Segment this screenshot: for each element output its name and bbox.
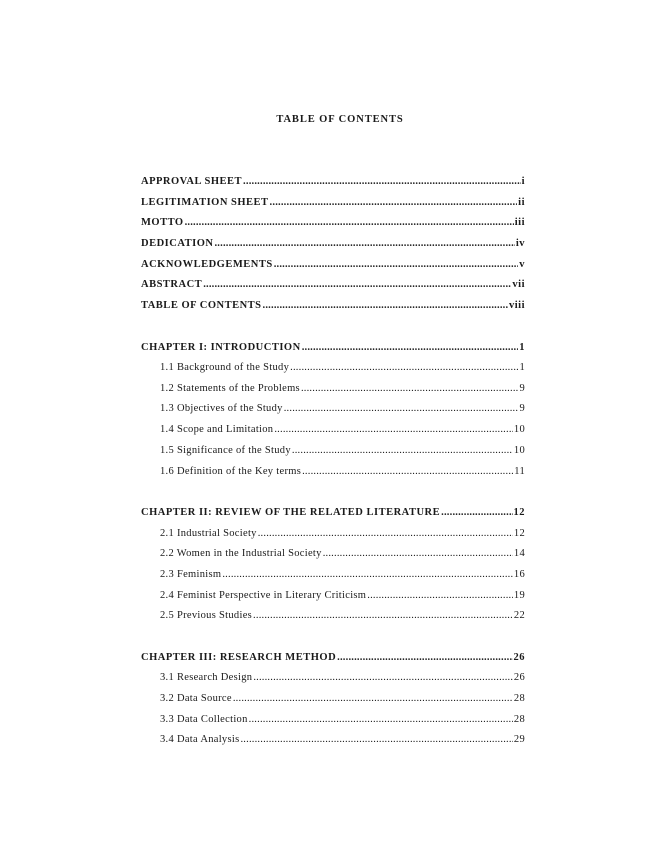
toc-section-label: 3.1 Research Design: [160, 672, 253, 683]
toc-section-label: 1.3 Objectives of the Study: [160, 403, 283, 414]
dot-leader: [301, 383, 518, 394]
toc-chapter-page: 12: [513, 507, 525, 518]
toc-chapter-3[interactable]: [141, 652, 525, 666]
toc-chapter-label: CHAPTER I: INTRODUCTION: [141, 342, 301, 353]
toc-section-1-6[interactable]: [160, 466, 525, 480]
dot-leader: [302, 466, 513, 477]
toc-section-label: 2.2 Women in the Industrial Society: [160, 548, 322, 559]
toc-section-label: 1.2 Statements of the Problems: [160, 383, 300, 394]
toc-section-page: 1: [519, 362, 525, 373]
toc-entry-motto[interactable]: [141, 217, 525, 231]
toc-entry-legitimation-sheet[interactable]: [141, 197, 525, 211]
dot-leader: [292, 445, 513, 456]
toc-chapter-page: 1: [519, 342, 525, 353]
toc-section-label: 1.6 Definition of the Key terms: [160, 466, 302, 477]
dot-leader: [203, 279, 511, 290]
toc-chapter-label: CHAPTER II: REVIEW OF THE RELATED LITERATURE: [141, 507, 441, 518]
toc-section-page: 28: [513, 693, 525, 704]
toc-section-3-4[interactable]: [160, 734, 525, 748]
toc-section-label: 1.4 Scope and Limitation: [160, 424, 274, 435]
toc-section-page: 11: [514, 466, 525, 477]
toc-entry-acknowledgements[interactable]: [141, 259, 525, 273]
dot-leader: [323, 548, 513, 559]
toc-entry-page: viii: [508, 300, 525, 311]
toc-section-3-3[interactable]: [160, 714, 525, 728]
dot-leader: [249, 714, 513, 725]
dot-leader: [240, 734, 512, 745]
toc-entry-page: i: [521, 176, 525, 187]
dot-leader: [302, 342, 519, 353]
toc-entry-page: iii: [514, 217, 525, 228]
toc-chapter-1[interactable]: [141, 342, 525, 356]
toc-entry-abstract[interactable]: [141, 279, 525, 293]
toc-section-1-4[interactable]: [160, 424, 525, 438]
toc-chapter-2[interactable]: [141, 507, 525, 521]
toc-section-page: 26: [513, 672, 525, 683]
dot-leader: [284, 403, 519, 414]
dot-leader: [243, 176, 521, 187]
toc-entry-dedication[interactable]: [141, 238, 525, 252]
dot-leader: [253, 672, 513, 683]
toc-section-page: 28: [513, 714, 525, 725]
dot-leader: [367, 590, 513, 601]
toc-section-page: 14: [513, 548, 525, 559]
toc-entry-page: iv: [515, 238, 525, 249]
dot-leader: [222, 569, 513, 580]
toc-section-2-4[interactable]: [160, 590, 525, 604]
toc-section-2-5[interactable]: [160, 610, 525, 624]
toc-entry-page: vii: [512, 279, 525, 290]
toc-entry-label: APPROVAL SHEET: [141, 176, 243, 187]
toc-section-page: 9: [519, 403, 525, 414]
toc-section-label: 2.1 Industrial Society: [160, 528, 257, 539]
toc-entry-label: ABSTRACT: [141, 279, 203, 290]
toc-section-2-3[interactable]: [160, 569, 525, 583]
toc-section-page: 22: [513, 610, 525, 621]
dot-leader: [274, 424, 513, 435]
dot-leader: [441, 507, 512, 518]
dot-leader: [263, 300, 508, 311]
toc-section-label: 3.3 Data Collection: [160, 714, 248, 725]
toc-section-page: 12: [513, 528, 525, 539]
toc-section-1-1[interactable]: [160, 362, 525, 376]
toc-section-1-2[interactable]: [160, 383, 525, 397]
toc-entry-page: v: [519, 259, 525, 270]
toc-section-1-5[interactable]: [160, 445, 525, 459]
toc-section-label: 3.2 Data Source: [160, 693, 232, 704]
toc-entry-label: TABLE OF CONTENTS: [141, 300, 262, 311]
dot-leader: [253, 610, 513, 621]
dot-leader: [233, 693, 513, 704]
toc-section-1-3[interactable]: [160, 403, 525, 417]
toc-section-page: 10: [513, 445, 525, 456]
page-title: TABLE OF CONTENTS: [276, 114, 404, 125]
dot-leader: [185, 217, 514, 228]
toc-entry-label: DEDICATION: [141, 238, 214, 249]
toc-entry-page: ii: [518, 197, 525, 208]
dot-leader: [214, 238, 514, 249]
toc-section-page: 9: [519, 383, 525, 394]
toc-entry-approval-sheet[interactable]: [141, 176, 525, 190]
toc-section-label: 2.3 Feminism: [160, 569, 222, 580]
toc-section-page: 10: [513, 424, 525, 435]
toc-chapter-page: 26: [513, 652, 525, 663]
toc-section-page: 19: [513, 590, 525, 601]
dot-leader: [258, 528, 513, 539]
dot-leader: [270, 197, 518, 208]
toc-section-label: 1.5 Significance of the Study: [160, 445, 291, 456]
toc-section-3-1[interactable]: [160, 672, 525, 686]
dot-leader: [290, 362, 518, 373]
toc-section-2-1[interactable]: [160, 528, 525, 542]
toc-section-page: 29: [513, 734, 525, 745]
toc-entry-label: LEGITIMATION SHEET: [141, 197, 269, 208]
toc-entry-table-of-contents[interactable]: [141, 300, 525, 314]
toc-entry-label: ACKNOWLEDGEMENTS: [141, 259, 273, 270]
toc-section-label: 2.4 Feminist Perspective in Literary Criticism: [160, 590, 367, 601]
dot-leader: [274, 259, 519, 270]
toc-entry-label: MOTTO: [141, 217, 184, 228]
toc-section-3-2[interactable]: [160, 693, 525, 707]
toc-section-label: 3.4 Data Analysis: [160, 734, 240, 745]
toc-section-2-2[interactable]: [160, 548, 525, 562]
dot-leader: [337, 652, 512, 663]
toc-section-label: 1.1 Background of the Study: [160, 362, 290, 373]
toc-section-page: 16: [513, 569, 525, 580]
toc-chapter-label: CHAPTER III: RESEARCH METHOD: [141, 652, 337, 663]
toc-section-label: 2.5 Previous Studies: [160, 610, 253, 621]
